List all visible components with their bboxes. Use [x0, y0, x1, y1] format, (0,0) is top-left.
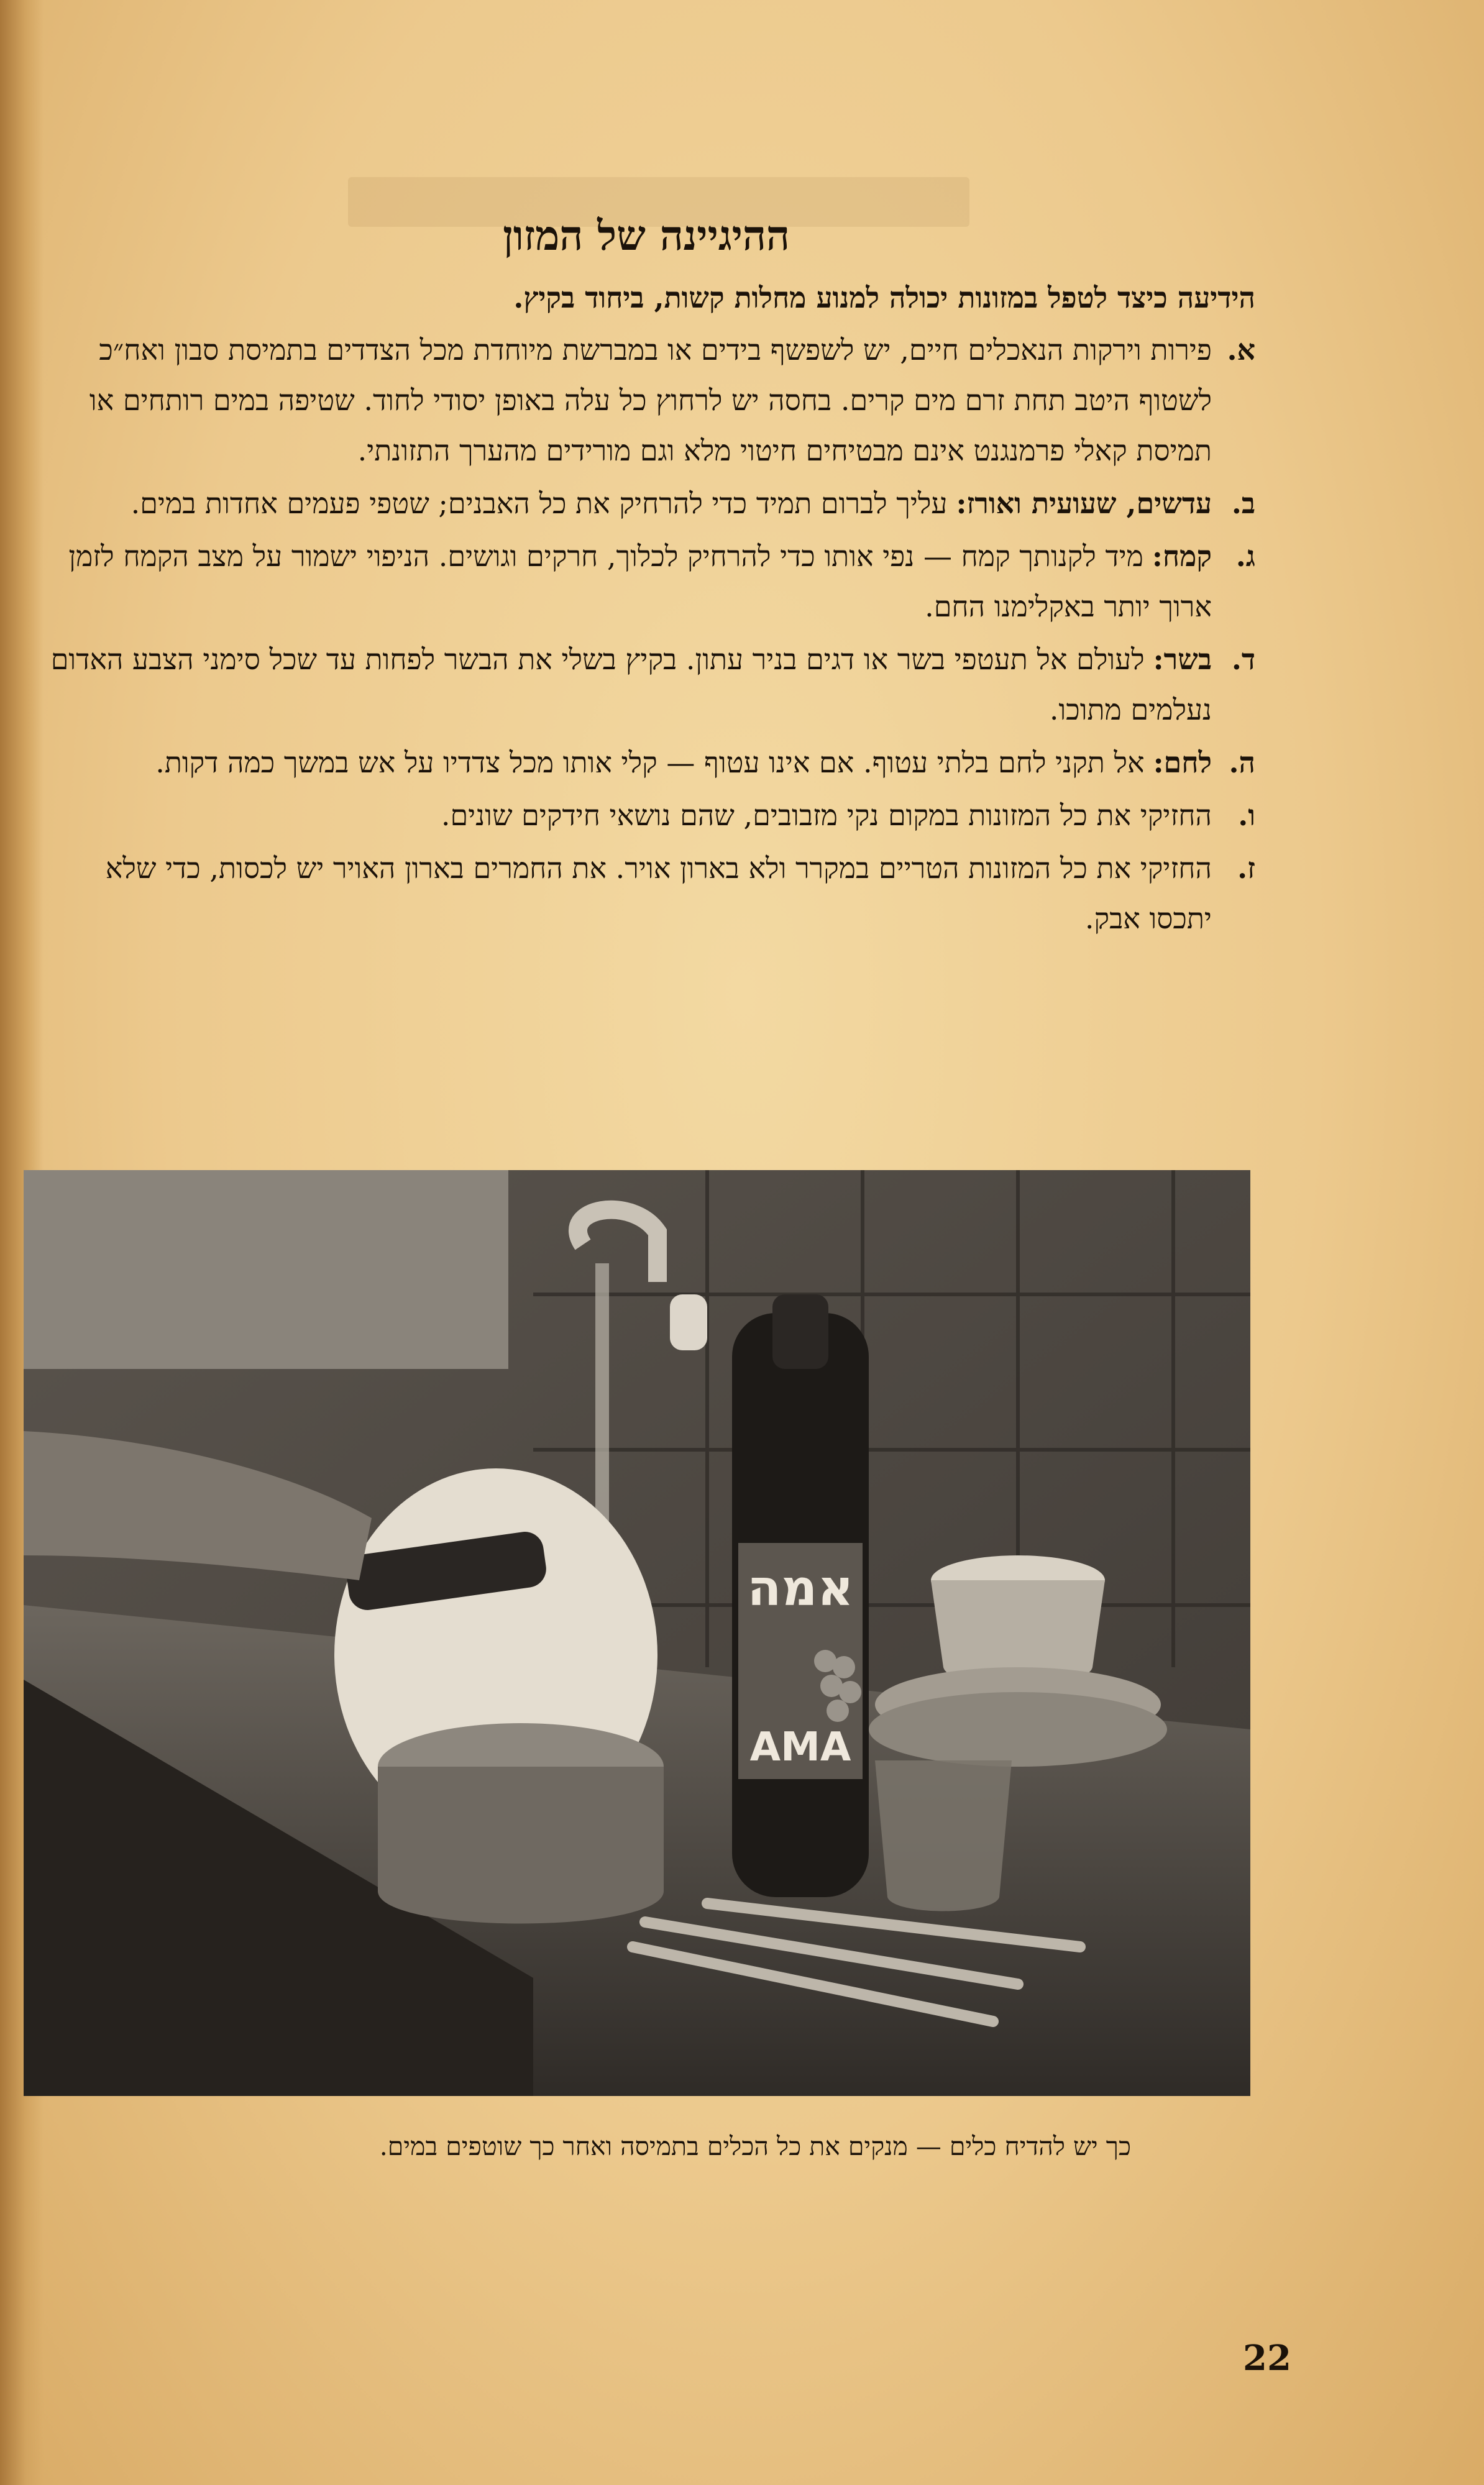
photo-caption: כך יש להדיח כלים — מנקים את כל הכלים בתמיסה ואחר כך שוטפים במים. [379, 2131, 1131, 2161]
item-term: קמח: [1152, 539, 1212, 573]
article [37, 211, 1255, 946]
item-body [37, 738, 1212, 788]
item-text: החזיקי את כל המזונות הטריים במקרר ולא בארון אויר. את החמרים בארון האויר יש לכסות, כדי שלא יתכסו אבק. [105, 851, 1212, 935]
list-item [37, 790, 1255, 841]
item-marker: ו. [1238, 799, 1255, 832]
article-intro: הידיעה כיצד לטפל במזונות יכולה למנוע מחלות קשות, ביחוד בקיץ. [513, 281, 1255, 314]
list-item [37, 843, 1255, 944]
item-term: לחם: [1153, 746, 1212, 779]
item-body [37, 634, 1212, 735]
item-marker: ז. [1237, 851, 1255, 885]
bottle-label-hebrew: אמה [747, 1559, 854, 1617]
item-body [37, 843, 1212, 944]
item-body [37, 790, 1212, 841]
list-item [37, 478, 1255, 529]
faucet-handle [670, 1294, 707, 1350]
item-text: לעולם אל תעטפי בשר או דגים בניר עתון. בקיץ בשלי את הבשר לפחות עד שכל סימני הצבע האדום נעלמים מתוכו. [50, 643, 1212, 726]
item-text: החזיקי את כל המזונות במקום נקי מזבובים, שהם נושאי חידקים שונים. [441, 799, 1212, 832]
item-body [37, 531, 1212, 632]
item-marker: ה. [1229, 746, 1255, 779]
window-frame [24, 1170, 508, 1369]
list-item [37, 531, 1255, 632]
list-item [37, 325, 1255, 476]
saucer-stack-lower [869, 1692, 1167, 1767]
article-title: ההיגיינה של המזון [503, 211, 790, 260]
item-text: פירות וירקות הנאכלים חיים, יש לשפשף בידים או במברשת מיוחדת מכל הצדדים בתמיסת סבון ואח״כ לשטוף היטב תחת זרם מים קרים. בחסה יש לרחוץ כל עלה באופן יסודי לחוד. שטיפה במים רותחים או תמיסת קאלי פרמנגנט אינם מבטיחים חיטוי מלא וגם מורידים מהערך התזונתי. [89, 333, 1212, 467]
item-marker: ב. [1231, 487, 1255, 520]
photo-illustration [24, 1170, 1250, 2096]
item-term: בשר: [1153, 643, 1212, 676]
tips-list [37, 325, 1255, 944]
item-body [37, 478, 1212, 529]
list-item [37, 738, 1255, 788]
list-item [37, 634, 1255, 735]
bottle-label-latin: AMA [749, 1724, 851, 1770]
bottle-neck [772, 1294, 828, 1369]
item-body [37, 325, 1212, 476]
item-marker: ג. [1235, 539, 1255, 573]
item-text: אל תקני לחם בלתי עטוף. אם אינו עטוף — קלי אותו מכל צדדיו על אש במשך כמה דקות. [155, 746, 1145, 779]
item-marker: ד. [1231, 643, 1255, 676]
drinking-glass [875, 1760, 1012, 1911]
pot [378, 1767, 664, 1924]
item-term: עדשים, שעועית ואורז: [956, 487, 1212, 520]
item-text: עליך לברום תמיד כדי להרחיק את כל האבנים; שטפי פעמים אחדות במים. [131, 487, 948, 520]
dishwashing-photo [24, 1170, 1250, 2096]
item-text: מיד לקנותך קמח — נפי אותו כדי להרחיק לכלוך, חרקים וגושים. הניפוי ישמור על מצב הקמח לזמן ארוך יותר באקלימנו החם. [68, 539, 1212, 623]
page-number: 22 [1243, 2338, 1291, 2379]
item-marker: א. [1227, 333, 1255, 367]
